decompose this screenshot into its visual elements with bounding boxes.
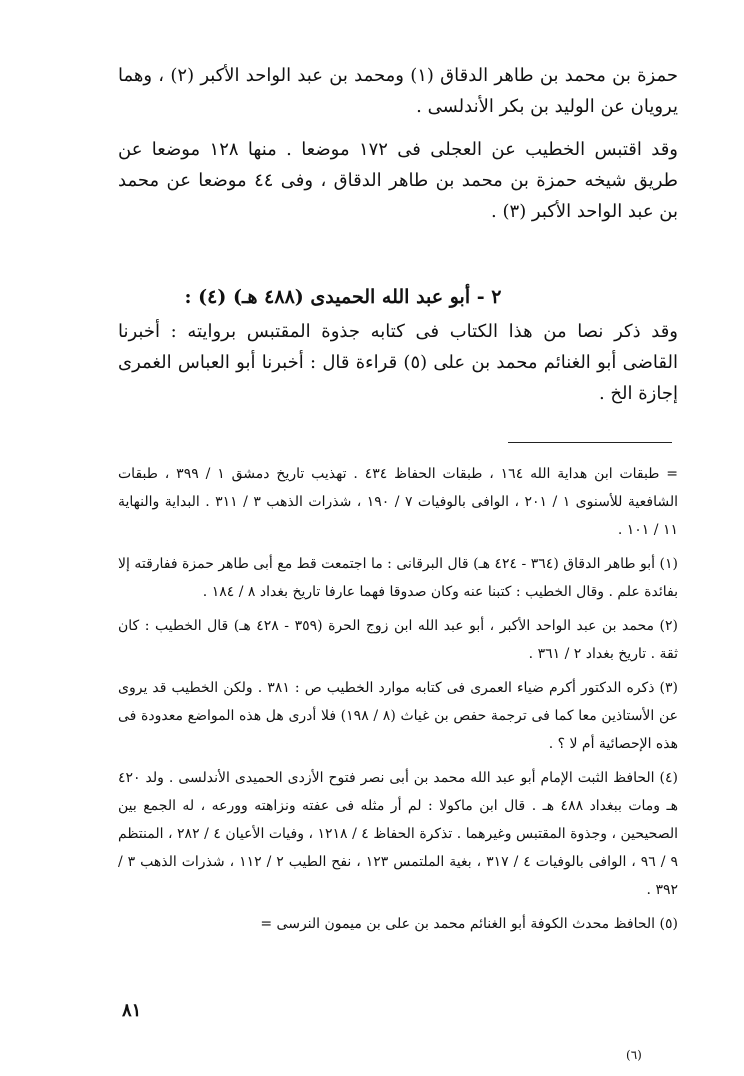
main-paragraph-2: وقد اقتبس الخطيب عن العجلى فى ١٧٢ موضعا . منها ١٢٨ موضعا عن طريق شيخه حمزة بن محمد بن طاهر الدقاق ، وفى ٤٤ موضعا عن محمد بن عبد الواحد الأكبر (٣) .: [118, 139, 678, 222]
footnote-continuation: = طبقات ابن هداية الله ١٦٤ ، طبقات الحفاظ ٤٣٤ . تهذيب تاريخ دمشق ١ / ٣٩٩ ، طبقات الشافعية للأسنوى ١ / ٢٠١ ، الوافى بالوفيات ٧ / ١٩٠ ، شذرات الذهب ٣ / ٣١١ . البداية والنهاية ١١ / ١٠١ .: [118, 466, 678, 538]
section-text: [118, 316, 678, 409]
footnote-3: (٣) ذكره الدكتور أكرم ضياء العمرى فى كتابه موارد الخطيب ص : ٣٨١ . ولكن الخطيب قد يروى عن الأستاذين معا كما فى ترجمة حفص بن غياث (٨ / ١٩٨) فلا أدرى هل هذه المواضع معدودة فى هذه الإحصائية أم لا ؟ .: [118, 680, 678, 752]
footnote-4: (٤) الحافظ الثبت الإمام أبو عبد الله محمد بن أبى نصر فتوح الأزدى الحميدى الأندلسى . ولد ٤٢٠ هـ ومات ببغداد ٤٨٨ هـ . قال ابن ماكولا : لم أر مثله فى عفته ونزاهته وورعه ، له الجمع بين الصحيحين ، وجذوة المقتبس وغيرهما . تذكرة الحفاظ ٤ / ١٢١٨ ، وفيات الأعيان ٤ / ٢٨٢ ، المنتظم ٩ / ٩٦ ، الوافى بالوفيات ٤ / ٣١٧ ، بغية الملتمس ١٢٣ ، نفح الطيب ٢ / ١١٢ ، شذرات الذهب ٣ / ٣٩٢ .: [118, 770, 679, 898]
footnotes: [118, 460, 678, 944]
footnote-divider: [508, 442, 672, 443]
footnote-2: (٢) محمد بن عبد الواحد الأكبر ، أبو عبد الله ابن زوج الحرة (٣٥٩ - ٤٢٨ هـ) قال الخطيب : كان ثقة . تاريخ بغداد ٢ / ٣٦١ .: [118, 618, 678, 662]
main-text: [118, 60, 678, 227]
footnote-5: (٥) الحافظ محدث الكوفة أبو الغنائم محمد بن على بن ميمون النرسى =: [260, 916, 678, 932]
main-paragraph-1: حمزة بن محمد بن طاهر الدقاق (١) ومحمد بن عبد الواحد الأكبر (٢) ، وهما يرويان عن الوليد بن بكر الأندلسى .: [118, 65, 679, 117]
footnote-1: (١) أبو طاهر الدقاق (٣٦٤ - ٤٢٤ هـ) قال البرقانى : ما اجتمعت قط مع أبى طاهر حمزة ففارقته إلا بفائدة علم . وقال الخطيب : كتبنا عنه وكان صدوقا فهما عارفا تاريخ بغداد ٨ / ١٨٤ .: [118, 556, 678, 600]
section-heading: ٢ - أبو عبد الله الحميدى (٤٨٨ هـ) (٤) :: [184, 286, 502, 308]
printer-signature: (٦): [626, 1048, 642, 1062]
section-paragraph: وقد ذكر نصا من هذا الكتاب فى كتابه جذوة المقتبس بروايته : أخبرنا القاضى أبو الغنائم محمد بن على (٥) قراءة قال : أخبرنا أبو العباس الغمرى إجازة الخ .: [118, 321, 678, 404]
page-number: ٨١: [122, 1000, 142, 1021]
